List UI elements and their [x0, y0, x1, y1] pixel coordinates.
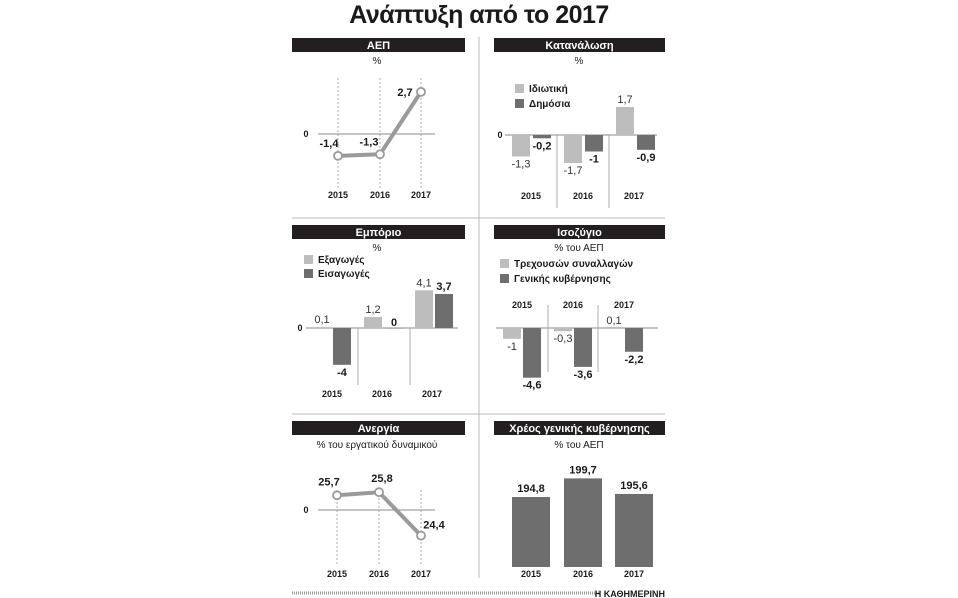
bar: [313, 327, 331, 328]
data-label: 3,7: [436, 280, 452, 293]
panel-title: ΑΕΠ: [366, 40, 391, 52]
tick-label: 2015: [511, 300, 533, 310]
data-label: -1: [507, 340, 517, 353]
chart-unemployment: [292, 421, 465, 579]
data-point: [333, 491, 341, 499]
panel-title: Ισοζύγιο: [557, 227, 602, 239]
data-label: -1,7: [563, 165, 583, 178]
unit-label: % του ΑΕΠ: [554, 440, 604, 451]
panel-title: Χρέος γενικής κυβέρνησης: [509, 423, 650, 435]
zero-label: 0: [497, 130, 503, 140]
legend-swatch: [304, 255, 313, 264]
unit-label: %: [574, 56, 584, 67]
tick-label: 2016: [572, 569, 594, 579]
data-label: 25,7: [318, 476, 340, 489]
data-point: [334, 152, 342, 160]
data-label: -0,9: [636, 151, 656, 164]
data-label: 1,7: [617, 93, 633, 106]
tick-label: 2015: [520, 191, 542, 201]
data-point: [417, 532, 425, 540]
tick-label: 2017: [410, 569, 432, 579]
tick-label: 2016: [562, 300, 584, 310]
bar: [523, 328, 541, 378]
tick-label: 2017: [623, 569, 645, 579]
legend-swatch: [515, 84, 524, 93]
bar: [512, 497, 550, 567]
bar: [364, 317, 382, 328]
data-label: 25,8: [371, 473, 393, 486]
data-label: 194,8: [517, 483, 545, 495]
tick-label: 2016: [369, 190, 391, 200]
panel-title: Εμπόριο: [355, 227, 402, 239]
data-label: 1,2: [365, 303, 381, 316]
tick-label: 2017: [410, 190, 432, 200]
chart-balance: [494, 225, 665, 392]
data-label: -1: [589, 153, 599, 166]
source-credit: Η ΚΑΘΗΜΕΡΙΝΗ: [594, 589, 665, 598]
legend-swatch: [515, 99, 524, 108]
data-label: -3,6: [573, 368, 593, 381]
data-label: 24,4: [423, 519, 445, 532]
bar: [616, 107, 634, 135]
data-point: [376, 150, 384, 158]
series-line: [338, 92, 421, 156]
bar: [564, 478, 602, 567]
bar: [435, 294, 453, 328]
bar: [574, 328, 592, 367]
legend-swatch: [500, 274, 509, 283]
data-label: 199,7: [569, 464, 597, 477]
data-label: 2,7: [397, 86, 413, 99]
bar: [512, 135, 530, 156]
bar: [533, 135, 551, 138]
data-label: 195,6: [620, 479, 648, 492]
tick-label: 2015: [327, 190, 349, 200]
tick-label: 2017: [613, 300, 635, 310]
tick-label: 2015: [326, 569, 348, 579]
legend-swatch: [304, 269, 313, 278]
unit-label: %: [372, 56, 382, 67]
zero-label: 0: [303, 129, 309, 139]
chart-gdp: [292, 38, 465, 200]
data-label: -4: [337, 366, 347, 379]
bar: [554, 328, 572, 331]
zero-label: 0: [303, 505, 309, 515]
bar: [615, 494, 653, 567]
unit-label: %: [372, 243, 382, 254]
data-label: -1,3: [511, 158, 531, 171]
tick-label: 2015: [321, 389, 343, 399]
chart-trade: [292, 225, 465, 399]
legend-entry: Εξαγωγές: [318, 255, 365, 266]
tick-label: 2016: [371, 389, 393, 399]
legend-entry: Εισαγωγές: [318, 269, 370, 280]
panel-title: Κατανάλωση: [545, 40, 614, 52]
data-label: 4,1: [416, 277, 432, 290]
panel-dividers: [292, 37, 665, 578]
data-label: 0,1: [314, 314, 330, 327]
tick-label: 2016: [368, 569, 390, 579]
legend-swatch: [500, 259, 509, 268]
bar: [564, 135, 582, 163]
page-title: Ανάπτυξη από το 2017: [349, 1, 609, 29]
chart-government-debt: [494, 421, 665, 579]
legend-entry: Ιδιωτική: [529, 84, 568, 95]
tick-label: 2017: [421, 389, 443, 399]
tick-label: 2017: [623, 191, 645, 201]
data-label: -2,2: [624, 353, 644, 366]
footer: [292, 589, 665, 598]
data-label: 0: [390, 317, 398, 329]
legend-entry: Δημόσια: [529, 99, 571, 110]
data-point: [375, 488, 383, 496]
data-label: -1,3: [359, 136, 379, 149]
data-label: -0,2: [532, 140, 552, 153]
bar: [585, 135, 603, 152]
data-label: 0,1: [606, 314, 622, 327]
data-label: -0,3: [553, 333, 573, 346]
data-label: -4,6: [522, 379, 542, 392]
bar: [625, 328, 643, 352]
bar: [605, 327, 623, 328]
bar: [503, 328, 521, 339]
unit-label: % του εργατικού δυναμικού: [316, 440, 438, 451]
data-point: [417, 88, 425, 96]
tick-label: 2015: [520, 569, 542, 579]
bar: [637, 135, 655, 150]
legend-entry: Τρεχουσών συναλλαγών: [514, 259, 634, 270]
panel-title: Ανεργία: [357, 423, 400, 435]
chart-consumption: [494, 38, 665, 208]
legend-entry: Γενικής κυβέρνησης: [514, 274, 611, 285]
tick-label: 2016: [572, 191, 594, 201]
bar: [415, 290, 433, 328]
unit-label: % του ΑΕΠ: [554, 243, 604, 254]
bar: [333, 328, 351, 365]
data-label: -1,4: [319, 137, 339, 150]
zero-label: 0: [297, 323, 303, 333]
